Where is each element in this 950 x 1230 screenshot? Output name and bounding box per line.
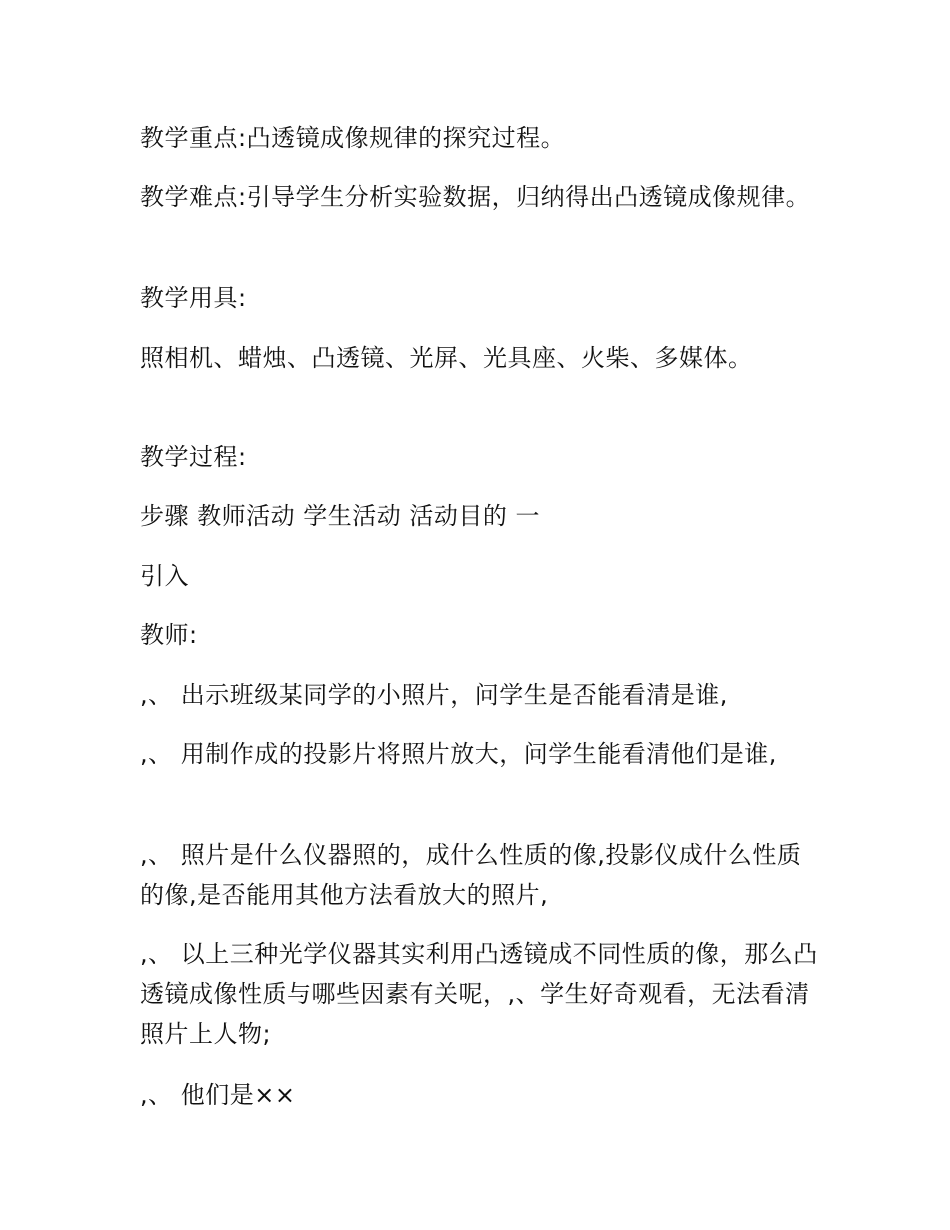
teacher-activity-4: ,、 以上三种光学仪器其实利用凸透镜成不同性质的像，那么凸透镜成像性质与哪些因素有关呢，,、学生好奇观看，无法看清照片上人物; xyxy=(140,940,818,1048)
teacher-label: 教师: xyxy=(140,621,198,649)
teaching-process-heading: 教学过程: xyxy=(140,443,247,471)
teaching-tools-list: 照相机、蜡烛、凸透镜、光屏、光具座、火柴、多媒体。 xyxy=(140,344,753,372)
teacher-activity-3: ,、 照片是什么仪器照的，成什么性质的像,投影仪成什么性质的像,是否能用其他方法看放大的照片, xyxy=(140,841,802,909)
table-header-row: 步骤 教师活动 学生活动 活动目的 一 xyxy=(140,502,541,530)
student-activity-2: ,、 他们是×× xyxy=(140,1081,296,1109)
teaching-difficulty: 教学难点:引导学生分析实验数据，归纳得出凸透镜成像规律。 xyxy=(140,183,811,211)
step-introduction: 引入 xyxy=(140,562,189,590)
teaching-tools-heading: 教学用具: xyxy=(140,284,247,312)
teacher-activity-1: ,、 出示班级某同学的小照片，问学生是否能看清是谁, xyxy=(140,681,728,709)
teaching-focus: 教学重点:凸透镜成像规律的探究过程。 xyxy=(140,124,566,152)
teacher-activity-2: ,、 用制作成的投影片将照片放大，问学生能看清他们是谁, xyxy=(140,740,777,768)
